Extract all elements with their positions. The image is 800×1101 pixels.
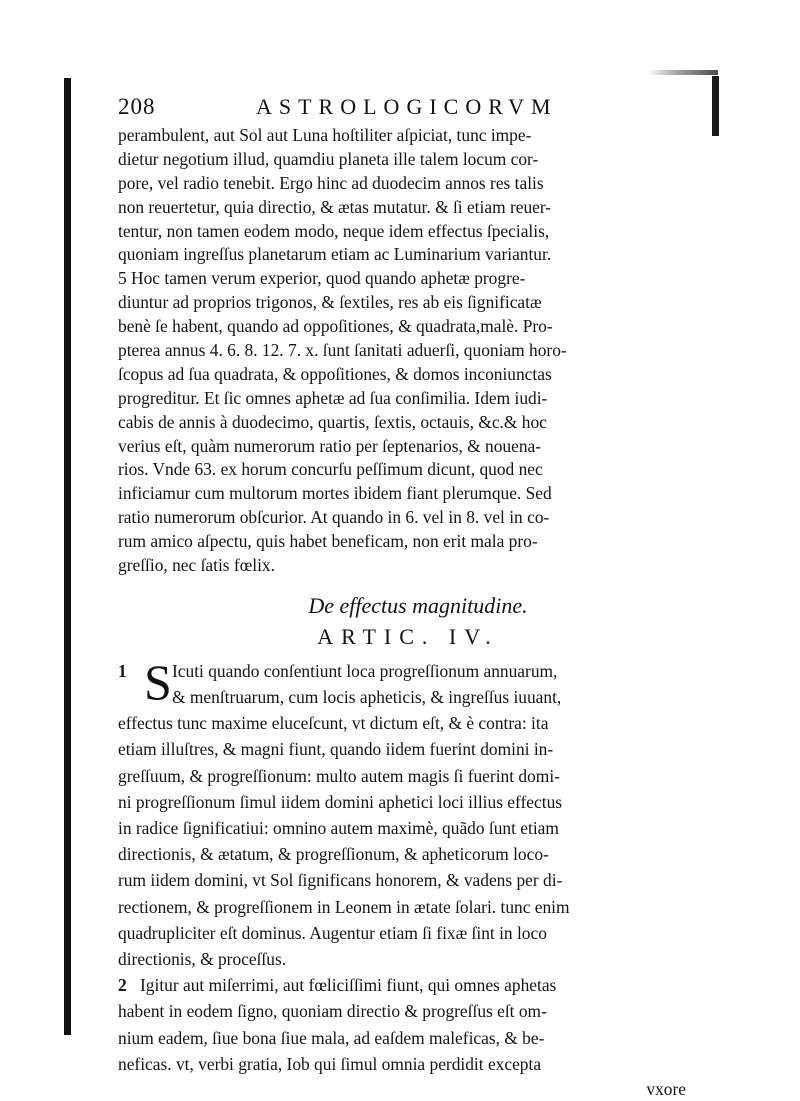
text-line: 5 Hoc tamen verum experior, quod quando aphetæ progre- <box>118 268 526 289</box>
text-line: directionis, & proceſſus. <box>118 948 287 969</box>
text-line: neficas. vt, verbi gratia, Iob qui ſimul omnia perdidit excepta <box>118 1053 542 1074</box>
text-line: pterea annus 4. 6. 8. 12. 7. x. ſunt ſanitati aduerſi, quoniam horo- <box>118 340 567 361</box>
page-binding-edge-left <box>64 78 71 1035</box>
text-line: dietur negotium illud, quamdiu planeta ille talem locum cor- <box>118 148 539 169</box>
text-line: ni progreſſionum ſimul iidem domini aphetici loci illius effectus <box>118 791 563 812</box>
text-line: verius eſt, quàm numerorum ratio per ſeptenarios, & nouena- <box>118 435 542 456</box>
text-line: rios. Vnde 63. ex horum concurſu peſſimum dicunt, quod nec <box>118 459 543 480</box>
text-line: quoniam ingreſſus planetarum etiam ac Luminarium variantur. <box>118 244 552 265</box>
text-line: rum amico aſpectu, quis habet beneficam, non erit mala pro- <box>118 531 538 552</box>
text-line: etiam illuſtres, & magni fiunt, quando iidem fuerint domini in- <box>118 739 554 760</box>
text-line: diuntur ad proprios trigonos, & ſextiles, res ab eis ſignificatæ <box>118 292 542 313</box>
section-1-text <box>118 124 688 578</box>
article-text <box>118 653 688 1101</box>
catchword: vxore <box>646 1078 686 1099</box>
text-line: quadrupliciter eſt dominus. Augentur etiam ſi fixæ ſint in loco <box>118 922 547 943</box>
text-line: progreditur. Et ſic omnes aphetæ ad ſua conſimilia. Idem iudi- <box>118 387 548 408</box>
text-line: nium eadem, ſiue bona ſiue mala, ad eaſdem maleficas, & be- <box>118 1027 545 1048</box>
text-line: greſſuum, & progreſſionum: multo autem magis ſi fuerint domi- <box>118 765 560 786</box>
text-line: rectionem, & progreſſionem in Leonem in ætate ſolari. tunc enim <box>118 896 570 917</box>
text-line <box>118 972 688 998</box>
text-line: pore, vel radio tenebit. Ergo hinc ad duodecim annos res talis <box>118 172 544 193</box>
text-line <box>118 658 688 684</box>
paragraph-2 <box>118 972 688 1077</box>
line-text: Igitur aut miſerrimi, aut fœliciſſimi fiunt, qui omnes aphetas <box>140 975 557 996</box>
text-line: greſſio, nec ſatis fœlix. <box>118 555 275 576</box>
text-line: perambulent, aut Sol aut Luna hoſtiliter aſpiciat, tunc impe- <box>118 125 532 145</box>
text-line: non reuertetur, quia directio, & ætas mutatur. & ſi etiam reuer- <box>118 196 552 217</box>
running-title: ASTROLOGICORVM <box>256 94 558 119</box>
article-heading: ARTIC. IV. <box>317 623 499 649</box>
section-heading: De effectus magnitudine. <box>308 592 528 618</box>
text-line: ratio numerorum obſcurior. At quando in 6. vel in 8. vel in co- <box>118 507 550 528</box>
text-line: tentur, non tamen eodem modo, neque idem effectus ſpecialis, <box>118 220 550 241</box>
book-page <box>118 92 688 1101</box>
text-line: inficiamur cum multorum mortes ibidem fiant plerumque. Sed <box>118 483 552 504</box>
text-line: & menſtruarum, cum locis apheticis, & ingreſſus iuuant, <box>172 687 562 708</box>
text-line: in radice ſignificatiui: omnino autem maximè, quãdo ſunt etiam <box>118 818 559 839</box>
text-line: effectus tunc maxime eluceſcunt, vt dictum eſt, & è contra: ita <box>118 713 549 734</box>
text-line: directionis, & ætatum, & progreſſionum, & apheticorum loco- <box>118 844 549 865</box>
text-line: ſcopus ad ſua quadrata, & oppoſitiones, & domos inconiunctas <box>118 363 552 384</box>
text-line: habent in eodem ſigno, quoniam directio & progreſſus eſt om- <box>118 1001 547 1022</box>
drop-cap: S <box>144 653 172 710</box>
text-line: rum iidem domini, vt Sol ſignificans honorem, & vadens per di- <box>118 870 563 891</box>
paragraph-1 <box>118 653 688 972</box>
page-binding-edge-right <box>712 76 719 136</box>
text-line: cabis de annis à duodecimo, quartis, ſextis, octauis, &c.& hoc <box>118 411 547 432</box>
paragraph-number: 1 <box>118 660 127 681</box>
text-line: benè ſe habent, quando ad oppoſitiones, & quadrata,malè. Pro- <box>118 316 553 337</box>
paragraph-number: 2 <box>118 975 127 996</box>
line-text: Icuti quando conſentiunt loca progreſſionum annuarum, <box>172 660 558 681</box>
running-head <box>118 92 688 124</box>
page-number: 208 <box>118 94 156 119</box>
scan-smudge <box>648 70 718 75</box>
